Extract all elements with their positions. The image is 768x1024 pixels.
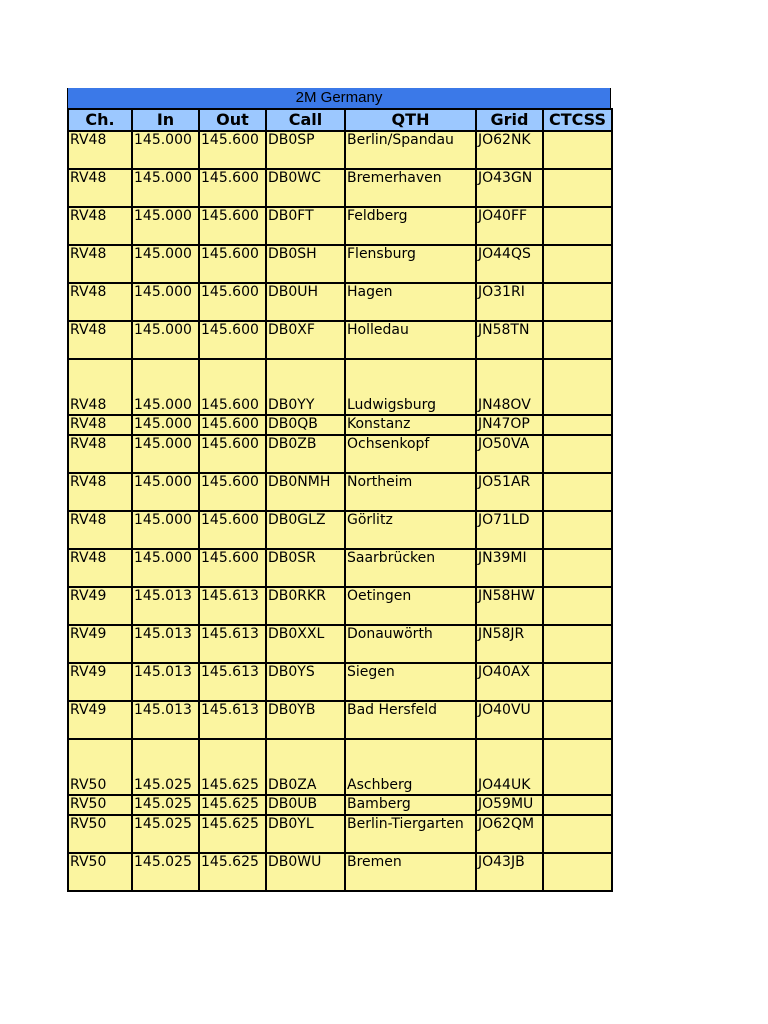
cell-out[interactable]: 145.600 [199,283,266,321]
cell-out[interactable]: 145.625 [199,815,266,853]
cell-grid[interactable]: JO62QM [476,815,543,853]
cell-qth[interactable]: Oetingen [345,587,476,625]
table-row [68,321,612,359]
cell-qth[interactable]: Hagen [345,283,476,321]
cell-grid[interactable]: JN58JR [476,625,543,663]
cell-grid[interactable]: JO40AX [476,663,543,701]
cell-call[interactable]: DB0ZA [266,739,345,795]
cell-ch[interactable]: RV48 [68,359,132,415]
cell-ch[interactable]: RV49 [68,663,132,701]
table-row [68,511,612,549]
cell-grid[interactable]: JO59MU [476,795,543,815]
cell-grid[interactable]: JO44QS [476,245,543,283]
repeater-table [67,108,613,892]
cell-out[interactable]: 145.600 [199,131,266,169]
cell-in[interactable]: 145.025 [132,815,199,853]
cell-grid[interactable]: JO40VU [476,701,543,739]
table-row [68,283,612,321]
cell-ch[interactable]: RV50 [68,853,132,891]
cell-out[interactable]: 145.613 [199,625,266,663]
cell-ctcss[interactable] [543,131,612,169]
cell-ch[interactable]: RV49 [68,587,132,625]
cell-in[interactable]: 145.025 [132,739,199,795]
cell-out[interactable]: 145.600 [199,549,266,587]
cell-in[interactable]: 145.000 [132,415,199,435]
cell-in[interactable]: 145.025 [132,795,199,815]
column-header-qth: QTH [345,109,476,131]
table-row [68,415,612,435]
cell-ch[interactable]: RV49 [68,625,132,663]
cell-ch[interactable]: RV48 [68,283,132,321]
cell-qth[interactable]: Konstanz [345,415,476,435]
cell-grid[interactable]: JO50VA [476,435,543,473]
cell-call[interactable]: DB0RKR [266,587,345,625]
cell-out[interactable]: 145.600 [199,321,266,359]
cell-call[interactable]: DB0SR [266,549,345,587]
cell-call[interactable]: DB0FT [266,207,345,245]
cell-call[interactable]: DB0YY [266,359,345,415]
table-row [68,131,612,169]
cell-qth[interactable]: Bremerhaven [345,169,476,207]
cell-out[interactable]: 145.625 [199,739,266,795]
cell-ctcss[interactable] [543,169,612,207]
table-row [68,207,612,245]
cell-out[interactable]: 145.600 [199,415,266,435]
table-row [68,795,612,815]
cell-qth[interactable]: Bremen [345,853,476,891]
cell-in[interactable]: 145.000 [132,359,199,415]
cell-ctcss[interactable] [543,663,612,701]
cell-out[interactable]: 145.600 [199,511,266,549]
table-row [68,853,612,891]
table-row [68,701,612,739]
cell-grid[interactable]: JN58TN [476,321,543,359]
cell-out[interactable]: 145.613 [199,587,266,625]
cell-in[interactable]: 145.013 [132,701,199,739]
cell-in[interactable]: 145.000 [132,245,199,283]
cell-grid[interactable]: JO71LD [476,511,543,549]
cell-ch[interactable]: RV50 [68,815,132,853]
cell-ctcss[interactable] [543,625,612,663]
cell-in[interactable]: 145.013 [132,587,199,625]
cell-out[interactable]: 145.625 [199,795,266,815]
cell-ch[interactable]: RV48 [68,245,132,283]
cell-qth[interactable]: Siegen [345,663,476,701]
cell-ch[interactable]: RV48 [68,473,132,511]
cell-grid[interactable]: JO43GN [476,169,543,207]
cell-qth[interactable]: Flensburg [345,245,476,283]
cell-call[interactable]: DB0QB [266,415,345,435]
cell-ctcss[interactable] [543,853,612,891]
table-row [68,549,612,587]
cell-ch[interactable]: RV48 [68,169,132,207]
cell-ctcss[interactable] [543,795,612,815]
table-row [68,815,612,853]
cell-call[interactable]: DB0SP [266,131,345,169]
cell-in[interactable]: 145.000 [132,321,199,359]
cell-in[interactable]: 145.013 [132,663,199,701]
cell-grid[interactable]: JO40FF [476,207,543,245]
cell-in[interactable]: 145.000 [132,207,199,245]
cell-grid[interactable]: JN47OP [476,415,543,435]
table-row [68,739,612,795]
cell-out[interactable]: 145.625 [199,853,266,891]
repeater-sheet [67,88,611,892]
column-header-ctcss: CTCSS [543,109,612,131]
table-row [68,435,612,473]
cell-call[interactable]: DB0ZB [266,435,345,473]
cell-call[interactable]: DB0YB [266,701,345,739]
cell-ctcss[interactable] [543,701,612,739]
cell-call[interactable]: DB0SH [266,245,345,283]
cell-ch[interactable]: RV48 [68,207,132,245]
cell-in[interactable]: 145.000 [132,549,199,587]
column-header-grid: Grid [476,109,543,131]
cell-ctcss[interactable] [543,511,612,549]
cell-out[interactable]: 145.600 [199,359,266,415]
cell-ctcss[interactable] [543,283,612,321]
cell-qth[interactable]: Saarbrücken [345,549,476,587]
cell-ch[interactable]: RV49 [68,701,132,739]
cell-call[interactable]: DB0UH [266,283,345,321]
cell-ch[interactable]: RV48 [68,131,132,169]
cell-call[interactable]: DB0WU [266,853,345,891]
cell-ctcss[interactable] [543,207,612,245]
cell-out[interactable]: 145.613 [199,663,266,701]
cell-ctcss[interactable] [543,549,612,587]
cell-qth[interactable]: Holledau [345,321,476,359]
cell-ctcss[interactable] [543,415,612,435]
cell-grid[interactable]: JN58HW [476,587,543,625]
cell-qth[interactable]: Northeim [345,473,476,511]
cell-ctcss[interactable] [543,321,612,359]
cell-ch[interactable]: RV48 [68,415,132,435]
table-row [68,245,612,283]
cell-call[interactable]: DB0NMH [266,473,345,511]
column-header-in: In [132,109,199,131]
column-header-call: Call [266,109,345,131]
cell-in[interactable]: 145.000 [132,435,199,473]
cell-ctcss[interactable] [543,245,612,283]
cell-ctcss[interactable] [543,815,612,853]
table-row [68,359,612,415]
cell-in[interactable]: 145.000 [132,131,199,169]
cell-ch[interactable]: RV48 [68,549,132,587]
cell-call[interactable]: DB0UB [266,795,345,815]
cell-ctcss[interactable] [543,359,612,415]
cell-ch[interactable]: RV50 [68,795,132,815]
cell-in[interactable]: 145.025 [132,853,199,891]
cell-grid[interactable]: JN39MI [476,549,543,587]
cell-ctcss[interactable] [543,473,612,511]
cell-ch[interactable]: RV48 [68,511,132,549]
cell-call[interactable]: DB0XF [266,321,345,359]
cell-qth[interactable]: Berlin-Tiergarten [345,815,476,853]
cell-qth[interactable]: Görlitz [345,511,476,549]
cell-ch[interactable]: RV48 [68,321,132,359]
table-row [68,663,612,701]
cell-call[interactable]: DB0XXL [266,625,345,663]
cell-ch[interactable]: RV48 [68,435,132,473]
cell-ctcss[interactable] [543,435,612,473]
cell-in[interactable]: 145.000 [132,169,199,207]
cell-qth[interactable]: Ludwigsburg [345,359,476,415]
cell-grid[interactable]: JO43JB [476,853,543,891]
cell-grid[interactable]: JO44UK [476,739,543,795]
cell-in[interactable]: 145.000 [132,511,199,549]
cell-call[interactable]: DB0WC [266,169,345,207]
cell-out[interactable]: 145.600 [199,435,266,473]
table-row [68,473,612,511]
cell-out[interactable]: 145.600 [199,473,266,511]
cell-in[interactable]: 145.000 [132,283,199,321]
cell-call[interactable]: DB0YS [266,663,345,701]
cell-call[interactable]: DB0GLZ [266,511,345,549]
cell-qth[interactable]: Aschberg [345,739,476,795]
cell-out[interactable]: 145.600 [199,245,266,283]
cell-qth[interactable]: Bamberg [345,795,476,815]
header-row [68,109,612,131]
table-row [68,587,612,625]
table-row [68,625,612,663]
cell-qth[interactable]: Donauwörth [345,625,476,663]
cell-grid[interactable]: JN48OV [476,359,543,415]
cell-grid[interactable]: JO31RI [476,283,543,321]
cell-in[interactable]: 145.000 [132,473,199,511]
cell-ctcss[interactable] [543,739,612,795]
cell-in[interactable]: 145.013 [132,625,199,663]
cell-out[interactable]: 145.613 [199,701,266,739]
cell-ch[interactable]: RV50 [68,739,132,795]
cell-qth[interactable]: Berlin/Spandau [345,131,476,169]
cell-grid[interactable]: JO62NK [476,131,543,169]
column-header-ch: Ch. [68,109,132,131]
cell-ctcss[interactable] [543,587,612,625]
cell-grid[interactable]: JO51AR [476,473,543,511]
sheet-title: 2M Germany [67,88,611,108]
table-row [68,169,612,207]
column-header-out: Out [199,109,266,131]
cell-out[interactable]: 145.600 [199,207,266,245]
cell-out[interactable]: 145.600 [199,169,266,207]
cell-qth[interactable]: Bad Hersfeld [345,701,476,739]
cell-qth[interactable]: Feldberg [345,207,476,245]
cell-call[interactable]: DB0YL [266,815,345,853]
cell-qth[interactable]: Ochsenkopf [345,435,476,473]
